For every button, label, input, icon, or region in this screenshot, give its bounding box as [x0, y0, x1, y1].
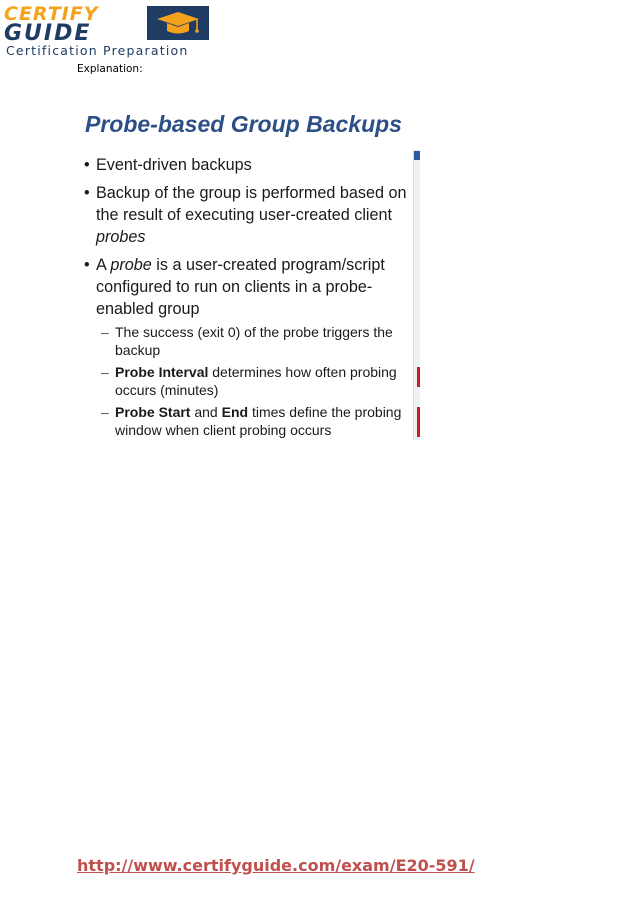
- explanation-label: Explanation:: [77, 63, 143, 75]
- bullet-text: is a user-created program/script configured to run on clients in a probe-enabled group: [96, 256, 385, 318]
- slide-edge-icon: [414, 151, 420, 160]
- slide-sub-bullet: [84, 403, 414, 439]
- sub-bullet-text: and: [190, 404, 222, 420]
- slide-image: [78, 102, 420, 440]
- logo-tagline: Certification Preparation: [6, 43, 189, 58]
- sub-bullet-bold: Probe Start: [115, 404, 191, 420]
- sub-bullet-text: determines how often probing occurs (minutes): [115, 364, 397, 398]
- slide-title: Probe-based Group Backups: [85, 111, 402, 137]
- logo-word-certify: CERTIFY: [4, 3, 99, 25]
- slide-bullet: [84, 182, 414, 248]
- sub-bullet-bold: End: [221, 404, 249, 420]
- bullet-text: Backup of the group is performed based on the result of executing user-created client: [96, 184, 407, 224]
- dash-icon: –: [101, 404, 109, 420]
- logo-word-guide: GUIDE: [4, 21, 92, 46]
- bullet-text: A: [96, 256, 111, 274]
- slide-bullet: [84, 154, 414, 176]
- bullet-dot-icon: •: [84, 184, 90, 202]
- sub-bullet-bold: Probe Interval: [115, 364, 209, 380]
- slide-right-edge: [413, 150, 420, 440]
- graduation-cap-icon: [147, 6, 209, 40]
- slide-bullet-list: [84, 154, 414, 440]
- sub-bullet-text: The success (exit 0) of the probe triggers the backup: [115, 324, 393, 358]
- exam-url-link[interactable]: http://www.certifyguide.com/exam/E20-591/: [77, 856, 475, 875]
- slide-edge-marker: [417, 367, 420, 387]
- slide-edge-marker: [417, 407, 420, 437]
- dash-icon: –: [101, 324, 109, 340]
- slide-sub-bullet: [84, 323, 414, 359]
- bullet-emphasis: probe: [110, 256, 152, 274]
- bullet-text: Event-driven backups: [96, 156, 252, 174]
- dash-icon: –: [101, 364, 109, 380]
- slide-sub-bullet: [84, 363, 414, 399]
- bullet-dot-icon: •: [84, 156, 90, 174]
- bullet-dot-icon: •: [84, 256, 90, 274]
- certifyguide-logo: [4, 5, 212, 57]
- bullet-emphasis: probes: [96, 228, 146, 246]
- slide-bullet: [84, 254, 414, 320]
- sub-bullet-text: times define the probing window when client probing occurs: [115, 404, 402, 438]
